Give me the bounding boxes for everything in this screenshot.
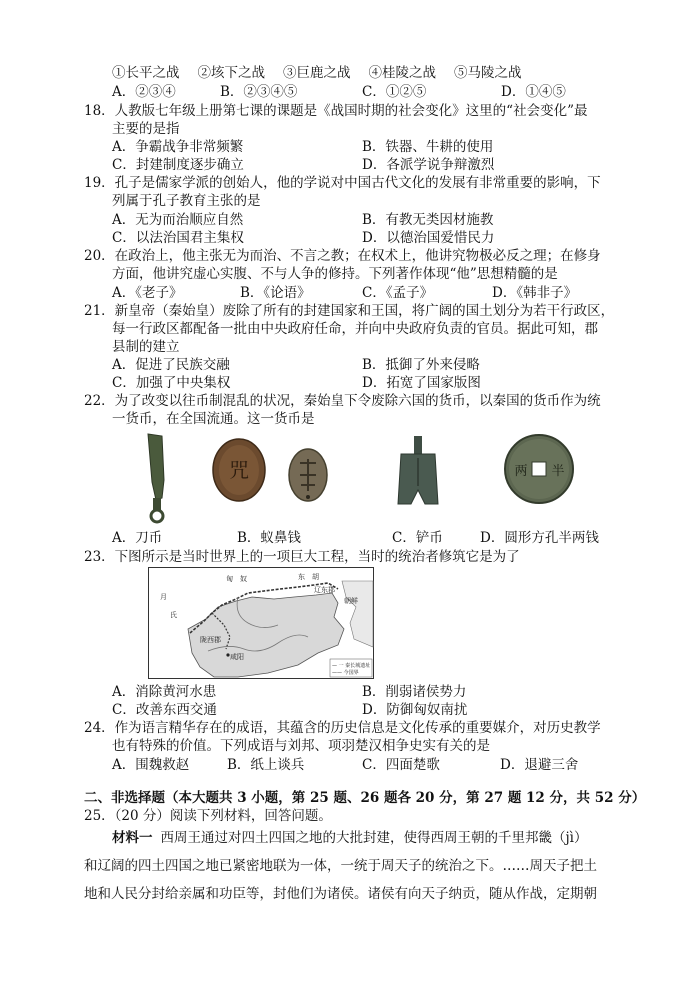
q17-battles xyxy=(112,64,522,82)
q24-stem-line-1: 24．作为语言精华存在的成语，其蕴含的历史信息是文化传承的重要媒介，对历史教学 xyxy=(84,720,601,736)
q23-option-b: B．削弱诸侯势力 xyxy=(362,684,467,700)
map-label-xianyang: 咸阳 xyxy=(230,653,244,661)
knife-coin-image xyxy=(140,432,180,524)
q17-battle-1: ①长平之战 xyxy=(112,65,180,81)
q18-option-d: D．各派学说争辩激烈 xyxy=(362,157,495,173)
banliang-coin-image xyxy=(503,433,575,505)
q23-option-a: A．消除黄河水患 xyxy=(112,684,217,700)
q22-stem-line-1: 22．为了改变以往币制混乱的状况，秦始皇下令废除六国的货币，以秦国的货币作为统 xyxy=(84,393,601,409)
q20-option-b: B．《论语》 xyxy=(240,285,311,301)
material-1-label: 材料一 xyxy=(112,830,153,846)
q20-option-a: A．《老子》 xyxy=(112,285,183,301)
q19-option-a: A．无为而治顺应自然 xyxy=(112,212,244,228)
q17-battle-5: ⑤马陵之战 xyxy=(454,65,522,81)
q18-stem-line-1: 18．人教版七年级上册第七课的课题是《战国时期的社会变化》这里的“社会变化”最 xyxy=(84,103,588,119)
map-label-donghu: 东 胡 xyxy=(298,573,319,581)
banliang-coin-glyph-left: 两 xyxy=(514,464,528,479)
q18-option-b: B．铁器、牛耕的使用 xyxy=(362,139,494,155)
q21-stem-line-2: 每一行政区都配备一批由中央政府任命，并向中央政府负责的官员。据此可知，郡 xyxy=(112,321,598,337)
q23-stem-line-1: 23．下图所示是当时世界上的一项巨大工程，当时的统治者修筑它是为了 xyxy=(84,549,520,565)
q21-option-d: D．拓宽了国家版图 xyxy=(362,375,481,391)
q23-option-d: D．防御匈奴南扰 xyxy=(362,702,468,718)
q21-option-c: C．加强了中央集权 xyxy=(112,375,231,391)
map-label-chaoxian: 朝鲜 xyxy=(344,597,358,605)
q17-option-b: B．②③④⑤ xyxy=(220,84,298,100)
q24-option-d: D．退避三舍 xyxy=(500,757,579,773)
q19-option-c: C．以法治国君主集权 xyxy=(112,230,244,246)
map-legend-border: —— 今国界 xyxy=(332,670,359,676)
q17-battle-3: ③巨鹿之战 xyxy=(283,65,351,81)
q21-stem-line-3: 县制的建立 xyxy=(112,339,180,355)
xianyang-marker xyxy=(226,653,229,656)
map-label-xiongnu: 匈 奴 xyxy=(226,575,247,583)
material-1-line-1 xyxy=(112,829,588,847)
q20-option-d: D．《韩非子》 xyxy=(492,285,578,301)
q24-option-a: A．围魏救赵 xyxy=(112,757,190,773)
q22-option-a: A．刀币 xyxy=(112,530,163,546)
q17-option-a: A．②③④ xyxy=(112,84,176,100)
material-1-text-1: 西周王通过对四土四国之地的大批封建，使得西周王朝的千里邦畿（jì） xyxy=(160,830,588,846)
q21-stem-line-1: 21．新皇帝（秦始皇）废除了所有的封建国家和王国，将广阔的国土划分为若干行政区， xyxy=(84,303,615,319)
map-label-longxi: 陇西郡 xyxy=(200,636,221,644)
q19-option-b: B．有教无类因材施教 xyxy=(362,212,494,228)
q20-stem-line-2: 方面，他讲究虚心实腹、不与人争的修持。下列著作体现“他”思想精髓的是 xyxy=(112,266,558,282)
q22-stem-line-2: 一货币，在全国流通。这一货币是 xyxy=(112,411,315,427)
q17-battle-2: ②垓下之战 xyxy=(197,65,265,81)
q24-option-b: B．纸上谈兵 xyxy=(227,757,305,773)
section-2-heading: 二、非选择题（本大题共 3 小题，第 25 题、26 题各 20 分，第 27 题 12 分，共 52 分） xyxy=(84,790,646,806)
q17-option-c: C．①②⑤ xyxy=(362,84,427,100)
material-1-line-2: 和辽阔的四土四国之地已紧密地联为一体，一统于周天子的统治之下。……周天子把土 xyxy=(84,858,597,874)
q20-stem-line-1: 20．在政治上，他主张无为而治、不言之教；在权术上，他讲究物极必反之理；在修身 xyxy=(84,248,601,264)
q20-option-c: C．《孟子》 xyxy=(362,285,434,301)
map-label-liaodong: 辽东郡 xyxy=(314,586,335,594)
q19-option-d: D．以德治国爱惜民力 xyxy=(362,230,495,246)
q17-battle-4: ④桂陵之战 xyxy=(368,65,436,81)
banliang-coin-glyph-right: 半 xyxy=(551,464,565,479)
q22-option-b: B．蚁鼻钱 xyxy=(237,530,301,546)
q24-option-c: C．四面楚歌 xyxy=(362,757,440,773)
q21-option-a: A．促进了民族交融 xyxy=(112,357,230,373)
q24-stem-line-2: 也有特殊的价值。下列成语与刘邦、项羽楚汉相争史实有关的是 xyxy=(112,738,490,754)
map-legend-wall: — 一 秦长城遗址 xyxy=(332,663,371,669)
q23-option-c: C．改善东西交通 xyxy=(112,702,217,718)
q19-stem-line-2: 列属于孔子教育主张的是 xyxy=(112,193,261,209)
spade-coin-image xyxy=(395,434,441,522)
map-label-shi: 氏 xyxy=(170,611,177,619)
q22-option-c: C．铲币 xyxy=(392,530,443,546)
map-label-yue: 月 xyxy=(160,593,167,601)
q22-option-d: D．圆形方孔半两钱 xyxy=(480,530,599,546)
q18-stem-line-2: 主要的是指 xyxy=(112,121,180,137)
ant-nose-coin-glyph: 咒 xyxy=(229,458,249,482)
q18-option-c: C．封建制度逐步确立 xyxy=(112,157,244,173)
q18-option-a: A．争霸战争非常频繁 xyxy=(112,139,244,155)
great-wall-map xyxy=(148,567,374,679)
q21-option-b: B．抵御了外来侵略 xyxy=(362,357,480,373)
q17-option-d: D．①④⑤ xyxy=(501,84,566,100)
q25-instruction: 25．（20 分）阅读下列材料，回答问题。 xyxy=(84,808,332,824)
material-1-line-3: 地和人民分封给亲属和功臣等，封他们为诸侯。诸侯有向天子纳贡，随从作战，定期朝 xyxy=(84,886,597,902)
ant-nose-coin-small-image xyxy=(286,447,330,503)
ant-nose-coin-large-image xyxy=(210,437,268,503)
q19-stem-line-1: 19．孔子是儒家学派的创始人，他的学说对中国古代文化的发展有非常重要的影响，下 xyxy=(84,175,601,191)
